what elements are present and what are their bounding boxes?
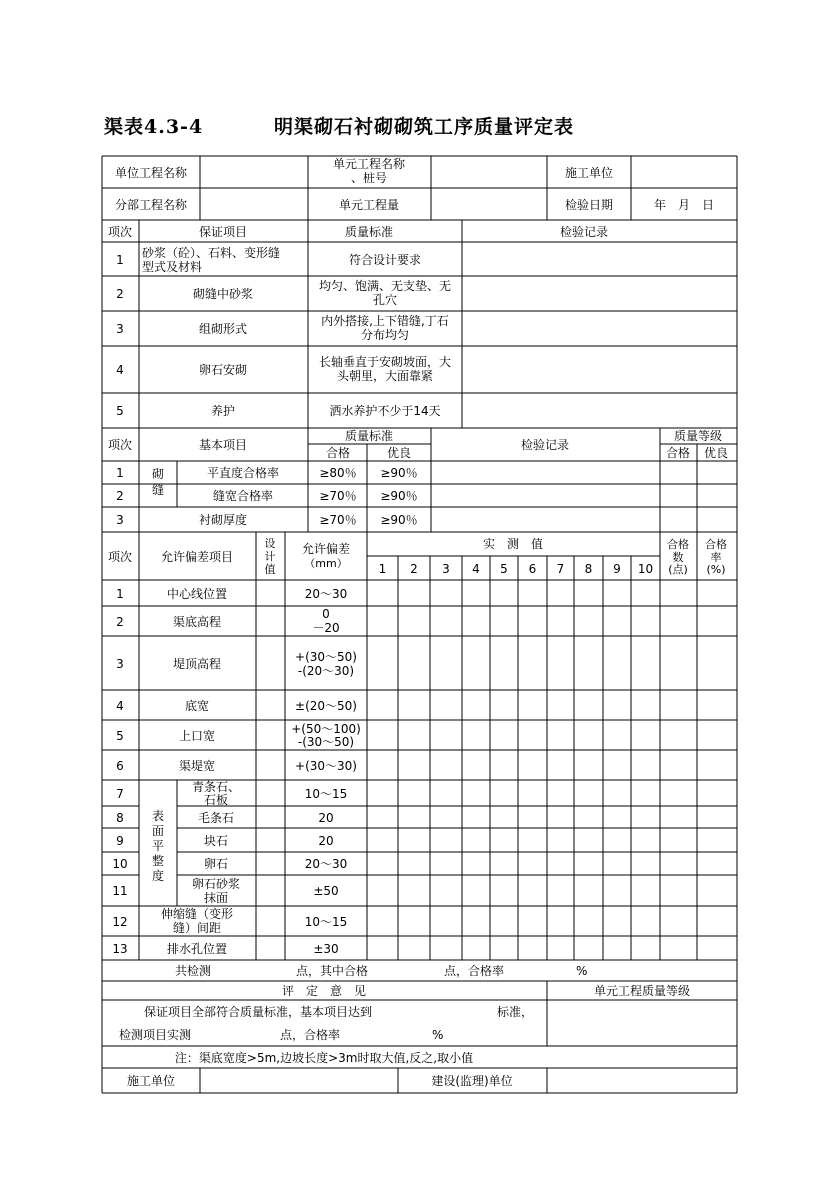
evaluation-line1a: 保证项目全部符合质量标准，基本项目达到 — [144, 1005, 373, 1019]
basic-good: ≥90％ — [380, 513, 418, 527]
guarantee-std: 洒水养护不少于14天 — [329, 404, 441, 418]
deviation-col-item: 允许偏差项目 — [160, 550, 234, 564]
deviation-allow: -(20～30) — [297, 664, 355, 678]
basic-col-grade: 质量等级 — [673, 429, 723, 443]
basic-grade-good: 优良 — [703, 446, 729, 460]
deviation-item: 底宽 — [184, 699, 210, 713]
summary-points2: 点，合格率 — [444, 964, 505, 978]
basic-item: 平直度合格率 — [206, 466, 280, 480]
deviation-col-design-char: 值 — [264, 563, 276, 576]
deviation-item: 上口宽 — [178, 729, 216, 743]
form-name: 明渠砌石衬砌砌筑工序质量评定表 — [274, 116, 575, 138]
measure-number: 2 — [410, 562, 418, 576]
guarantee-col-std: 质量标准 — [344, 225, 394, 239]
group-char: 面 — [151, 824, 165, 838]
deviation-item: 伸缩缝（变形 — [160, 907, 234, 921]
header-rows — [115, 157, 714, 212]
inspect-date-label: 检验日期 — [564, 198, 614, 212]
deviation-item: 青条石、 — [191, 780, 241, 794]
deviation-item: 抹面 — [203, 891, 229, 905]
deviation-allow: －20 — [312, 621, 340, 635]
pass-count-char: 数 — [672, 551, 684, 564]
guarantee-col-record: 检验记录 — [559, 225, 609, 239]
deviation-allow: ±(20～50) — [295, 699, 357, 713]
basic-col-item: 基本项目 — [198, 438, 248, 452]
deviation-item: 卵石 — [203, 857, 229, 871]
measure-number: 7 — [556, 562, 565, 576]
guarantee-col-no: 项次 — [107, 225, 133, 239]
basic-pass: ≥70％ — [319, 489, 357, 503]
guarantee-item: 型式及材料 — [142, 260, 203, 274]
measure-number: 6 — [528, 562, 537, 576]
deviation-col-no: 项次 — [107, 550, 133, 564]
group-char: 表 — [151, 809, 165, 823]
evaluation-opinion-label: 评 定 意 见 — [281, 984, 367, 998]
deviation-allow: ±50 — [313, 884, 339, 898]
deviation-item: 渠底高程 — [172, 615, 222, 629]
guarantee-row-no: 1 — [116, 253, 124, 267]
basic-col-good: 优良 — [386, 446, 412, 460]
basic-col-std: 质量标准 — [344, 429, 394, 443]
form-code: 渠表4.3-4 — [104, 116, 204, 138]
deviation-item: 缝）间距 — [172, 921, 222, 935]
guarantee-row-no: 2 — [116, 287, 124, 301]
deviation-item: 卵石砂浆 — [191, 877, 241, 891]
measure-number: 10 — [637, 562, 654, 576]
deviation-allow: -(30～50) — [297, 735, 355, 749]
guarantee-std: 孔穴 — [372, 293, 398, 307]
group-char: 整 — [151, 854, 165, 868]
date-ymd: 年 月 日 — [653, 198, 715, 212]
deviation-row-no: 1 — [116, 587, 124, 601]
deviation-rows — [112, 586, 360, 956]
basic-good: ≥90％ — [380, 489, 418, 503]
basic-group-char: 缝 — [151, 483, 165, 497]
summary-pct: % — [576, 964, 588, 978]
deviation-item: 排水孔位置 — [166, 942, 228, 956]
deviation-row-no: 4 — [116, 699, 124, 713]
sub-project-label: 分部工程名称 — [114, 198, 188, 212]
basic-col-no: 项次 — [107, 438, 133, 452]
basic-good: ≥90％ — [380, 466, 418, 480]
basic-item: 衬砌厚度 — [198, 513, 248, 527]
deviation-col-allow-unit: （mm） — [304, 557, 348, 570]
element-project-label: 单元工程名称 — [332, 157, 406, 171]
guarantee-row-no: 4 — [116, 363, 124, 377]
measure-number: 5 — [500, 562, 508, 576]
group-char: 平 — [151, 839, 165, 853]
basic-group-char: 砌 — [151, 467, 165, 481]
deviation-allow: +(30～50) — [295, 650, 357, 664]
deviation-row-no: 5 — [116, 729, 124, 743]
basic-row-no: 1 — [116, 466, 124, 480]
deviation-col-design-char: 设 — [264, 537, 276, 550]
summary-total: 共检测 — [175, 964, 212, 978]
measure-number: 8 — [584, 562, 593, 576]
deviation-row-no: 8 — [116, 811, 124, 825]
measure-number: 4 — [472, 562, 480, 576]
deviation-row-no: 9 — [116, 834, 124, 848]
evaluation-line2a: 检测项目实测 — [119, 1028, 192, 1042]
deviation-allow: 0 — [322, 607, 330, 621]
guarantee-std: 内外搭接,上下错缝,丁石 — [321, 314, 449, 328]
guarantee-item: 砂浆（砼）、石料、变形缝 — [142, 246, 281, 260]
pass-rate-char: 合格 — [705, 538, 727, 551]
basic-section — [108, 428, 728, 527]
sign-contractor-label: 施工单位 — [126, 1074, 176, 1088]
guarantee-row-no: 5 — [116, 404, 124, 418]
contractor-label: 施工单位 — [564, 166, 614, 180]
deviation-allow: 10～15 — [304, 787, 348, 801]
deviation-item: 毛条石 — [197, 811, 235, 825]
deviation-row-no: 2 — [116, 615, 124, 629]
basic-grade-pass: 合格 — [665, 446, 691, 460]
deviation-col-allow: 允许偏差 — [301, 542, 351, 556]
group-char: 度 — [151, 869, 165, 883]
basic-col-record: 检验记录 — [520, 438, 570, 452]
measure-number: 3 — [442, 562, 450, 576]
guarantee-col-item: 保证项目 — [198, 225, 248, 239]
guarantee-std: 均匀、饱满、无支垫、无 — [318, 279, 452, 293]
guarantee-section — [108, 224, 608, 418]
basic-pass: ≥80％ — [319, 466, 357, 480]
deviation-item: 石板 — [203, 793, 229, 807]
guarantee-item: 砌缝中砂浆 — [192, 287, 254, 301]
evaluation-line1b: 标准， — [497, 1005, 534, 1019]
deviation-allow: 20 — [318, 834, 334, 848]
evaluation-line2c: % — [432, 1028, 444, 1042]
measure-number-row — [379, 562, 653, 576]
deviation-row-no: 11 — [112, 884, 128, 898]
deviation-allow: +(50～100) — [291, 722, 361, 736]
deviation-allow: +(30～30) — [295, 759, 357, 773]
deviation-allow: 20～30 — [304, 587, 348, 601]
pass-count-char: 合格 — [667, 538, 689, 551]
deviation-col-design-char: 计 — [264, 550, 276, 563]
quantity-label: 单元工程量 — [338, 198, 400, 212]
deviation-allow: ±30 — [313, 942, 339, 956]
deviation-item: 渠堤宽 — [178, 759, 216, 773]
basic-row-no: 3 — [116, 513, 124, 527]
deviation-allow: 20 — [318, 811, 334, 825]
evaluation-line2b: 点，合格率 — [280, 1028, 341, 1042]
sign-owner-label: 建设(监理)单位 — [431, 1074, 513, 1088]
basic-col-pass: 合格 — [325, 446, 351, 460]
measure-number: 9 — [613, 562, 621, 576]
basic-row-no: 2 — [116, 489, 124, 503]
guarantee-std: 头朝里，大面靠紧 — [336, 369, 434, 383]
deviation-item: 中心线位置 — [166, 587, 228, 601]
pass-count-char: (点) — [668, 563, 688, 576]
guarantee-std: 分布均匀 — [360, 328, 410, 342]
pass-rate-char: 率 — [710, 551, 722, 564]
guarantee-item: 养护 — [210, 404, 236, 418]
deviation-allow: 20～30 — [304, 857, 348, 871]
guarantee-item: 组砌形式 — [198, 322, 248, 336]
pass-rate-char: (%) — [706, 563, 726, 576]
guarantee-std: 长轴垂直于安砌坡面，大 — [318, 355, 452, 369]
deviation-item: 堤顶高程 — [172, 657, 222, 671]
measure-number: 1 — [378, 562, 387, 576]
unit-project-label: 单位工程名称 — [114, 166, 188, 180]
deviation-row-no: 6 — [116, 759, 124, 773]
deviation-allow: 10～15 — [304, 915, 348, 929]
summary-points: 点，其中合格 — [296, 964, 369, 978]
deviation-row-no: 12 — [112, 915, 128, 929]
deviation-row-no: 7 — [116, 787, 124, 801]
deviation-row-no: 3 — [116, 657, 124, 671]
basic-pass: ≥70％ — [319, 513, 357, 527]
guarantee-std: 符合设计要求 — [348, 253, 422, 267]
element-grade-label: 单元工程质量等级 — [593, 984, 691, 998]
element-project-label-2: 、桩号 — [350, 171, 388, 185]
deviation-col-measured: 实 测 值 — [482, 537, 544, 551]
deviation-row-no: 13 — [112, 942, 128, 956]
deviation-item: 块石 — [203, 834, 229, 848]
basic-item: 缝宽合格率 — [212, 489, 274, 503]
guarantee-item: 卵石安砌 — [198, 363, 248, 377]
summary-section — [119, 963, 690, 1088]
deviation-row-no: 10 — [112, 857, 128, 871]
guarantee-row-no: 3 — [116, 322, 124, 336]
footnote: 注：渠底宽度>5m,边坡长度>3m时取大值,反之,取小值 — [174, 1051, 474, 1065]
